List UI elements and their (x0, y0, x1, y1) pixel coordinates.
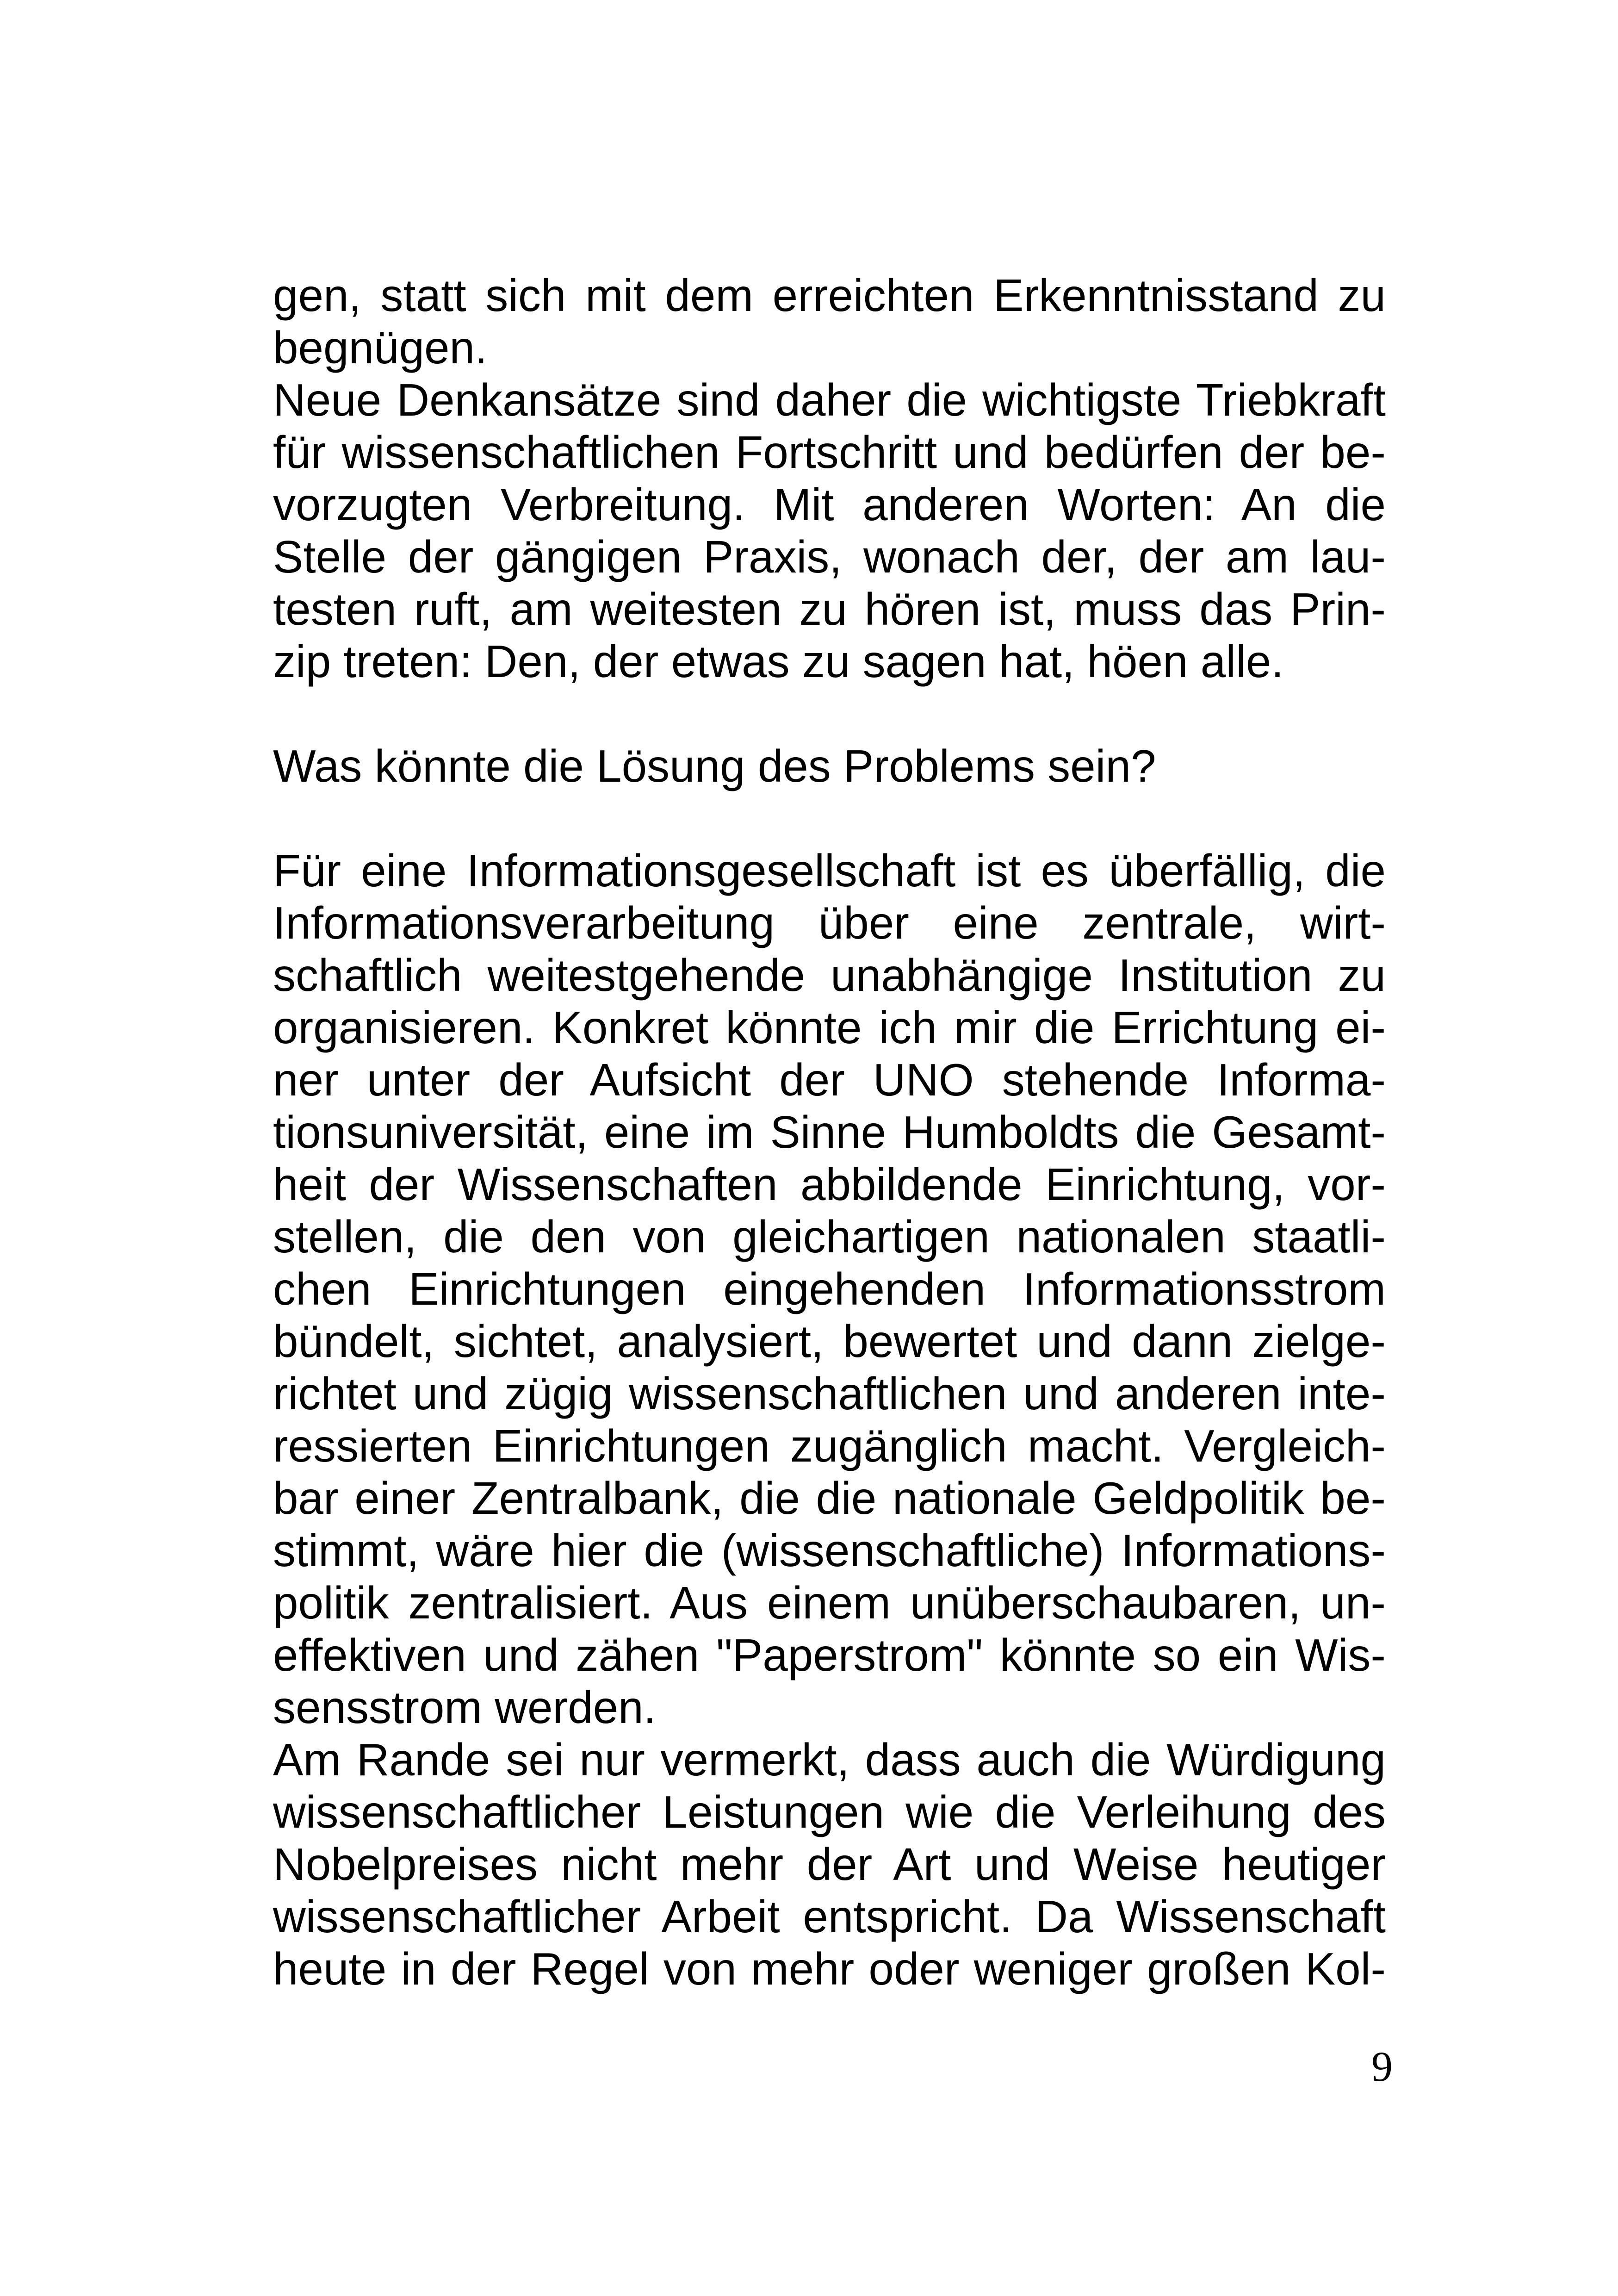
text-line: bar einer Zentralbank, die die nationale Geldpolitik be- (273, 1473, 1386, 1524)
text-line: effektiven und zähen "Paperstrom" könnte so ein Wis- (273, 1630, 1386, 1680)
text-line: heute in der Regel von mehr oder weniger großen Kol- (273, 1943, 1386, 1994)
text-line: vorzugten Verbreitung. Mit anderen Worten: An die (273, 479, 1386, 530)
text-line: tionsuniversität, eine im Sinne Humboldts die Gesamt- (273, 1107, 1386, 1157)
text-line: Informationsverarbeitung über eine zentrale, wirt- (273, 897, 1386, 948)
paragraph (273, 740, 1386, 792)
paragraph (273, 374, 1386, 688)
text-line: Neue Denkansätze sind daher die wichtigste Triebkraft (273, 374, 1386, 425)
text-line: heit der Wissenschaften abbildende Einrichtung, vor- (273, 1159, 1386, 1210)
text-line: ner unter der Aufsicht der UNO stehende Informa- (273, 1054, 1386, 1105)
paragraph (273, 845, 1386, 1734)
paragraph-spacer (273, 792, 1386, 845)
text-line: stellen, die den von gleichartigen nationalen staatli- (273, 1211, 1386, 1262)
text-line: richtet und zügig wissenschaftlichen und anderen inte- (273, 1368, 1386, 1419)
text-line: für wissenschaftlichen Fortschritt und bedürfen der be- (273, 427, 1386, 478)
text-line: begnügen. (273, 322, 488, 373)
text-line: ressierten Einrichtungen zugänglich macht. Vergleich- (273, 1420, 1386, 1471)
text-line: gen, statt sich mit dem erreichten Erkenntnisstand zu (273, 270, 1386, 321)
text-line: testen ruft, am weitesten zu hören ist, muss das Prin- (273, 584, 1386, 635)
paragraph-spacer (273, 688, 1386, 740)
text-line: Am Rande sei nur vermerkt, dass auch die Würdigung (273, 1734, 1386, 1785)
body-text (273, 269, 1386, 1995)
text-line: schaftlich weitestgehende unabhängige Institution zu (273, 950, 1386, 1001)
text-line: politik zentralisiert. Aus einem unüberschaubaren, un- (273, 1577, 1386, 1628)
text-line: Was könnte die Lösung des Problems sein? (273, 740, 1156, 791)
paragraph (273, 269, 1386, 374)
text-line: bündelt, sichtet, analysiert, bewertet und dann zielge- (273, 1316, 1386, 1367)
text-line: wissenschaftlicher Arbeit entspricht. Da Wissenschaft (273, 1891, 1386, 1942)
paragraph (273, 1734, 1386, 1995)
text-line: stimmt, wäre hier die (wissenschaftliche) Informations- (273, 1525, 1386, 1576)
text-line: wissenschaftlicher Leistungen wie die Verleihung des (273, 1786, 1386, 1837)
text-line: Stelle der gängigen Praxis, wonach der, der am lau- (273, 531, 1386, 582)
text-line: Für eine Informationsgesellschaft ist es überfällig, die (273, 845, 1386, 896)
text-line: chen Einrichtungen eingehenden Informationsstrom (273, 1263, 1386, 1314)
text-line: sensstrom werden. (273, 1682, 656, 1733)
page-number: 9 (1371, 2043, 1393, 2090)
text-line: Nobelpreises nicht mehr der Art und Weise heutiger (273, 1839, 1386, 1890)
text-line: zip treten: Den, der etwas zu sagen hat, höen alle. (273, 636, 1284, 687)
text-line: organisieren. Konkret könnte ich mir die Errichtung ei- (273, 1002, 1386, 1053)
